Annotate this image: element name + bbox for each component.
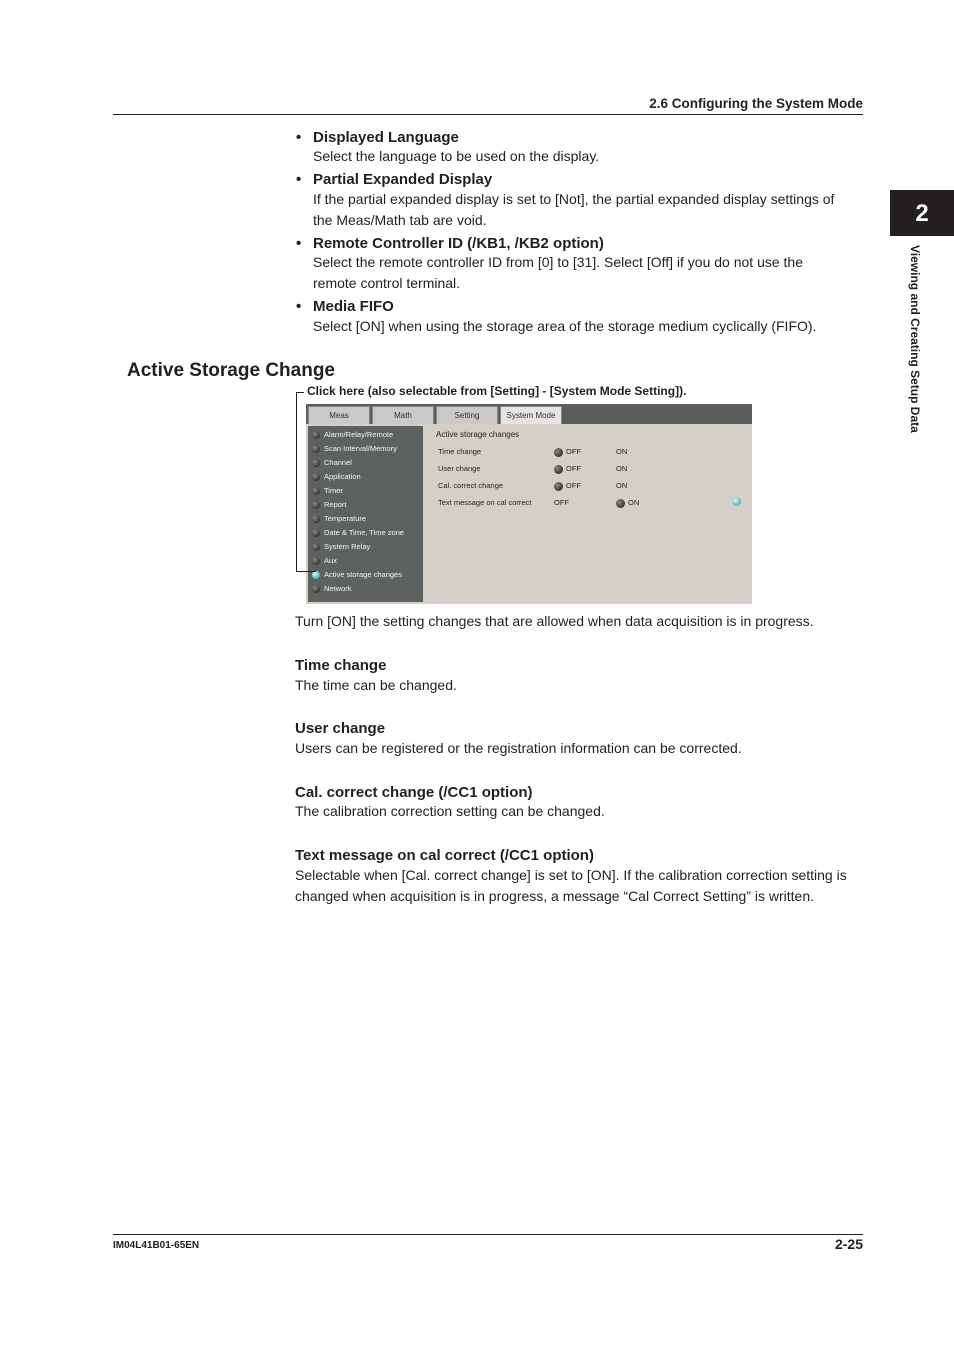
on-radio[interactable]: ON <box>616 463 627 475</box>
off-radio[interactable]: OFF <box>554 497 569 509</box>
on-radio[interactable]: ON <box>616 497 639 509</box>
chapter-tab: 2 <box>890 190 954 236</box>
callout-note: Click here (also selectable from [Setting] - [System Mode Setting]). <box>307 384 687 398</box>
subsection-title: Cal. correct change (/CC1 option) <box>295 784 533 801</box>
system-mode-screenshot <box>306 404 752 604</box>
indicator-icon <box>312 557 320 565</box>
menu-item-alarm-relay-remote[interactable]: Alarm/Relay/Remote <box>312 428 393 442</box>
setting-row: User change OFF ON <box>438 463 738 475</box>
panel-title: Active storage changes <box>436 430 520 439</box>
menu-item-temperature[interactable]: Temperature <box>312 512 366 526</box>
bullet-title: • Media FIFO <box>296 298 394 315</box>
section-title: Active Storage Change <box>127 360 335 381</box>
menu-item-system-relay[interactable]: System Relay <box>312 540 370 554</box>
document-code: IM04L41B01-65EN <box>113 1240 200 1251</box>
menu-item-application[interactable]: Application <box>312 470 361 484</box>
bullet-title: • Partial Expanded Display <box>296 171 493 188</box>
indicator-icon <box>312 571 320 579</box>
tab-bar <box>306 404 752 424</box>
menu-item-active-storage-changes[interactable]: Active storage changes <box>312 568 402 582</box>
menu-item-timer[interactable]: Timer <box>312 484 343 498</box>
footer-rule <box>113 1234 863 1235</box>
header-rule <box>113 114 863 115</box>
subsection-title: Text message on cal correct (/CC1 option) <box>295 847 594 864</box>
subsection-text: The calibration correction setting can be changed. <box>295 803 605 819</box>
indicator-icon <box>312 585 320 593</box>
subsection-text: Selectable when [Cal. correct change] is set to [ON]. If the calibration correction setting is changed when acquisition is in progress, a message “Cal Correct Setting” is written. <box>295 867 847 904</box>
indicator-icon <box>312 473 320 481</box>
off-radio[interactable]: OFF <box>554 463 581 475</box>
on-radio[interactable]: ON <box>616 480 627 492</box>
bullet-desc: Select the language to be used on the display. <box>313 148 600 164</box>
setting-row: Text message on cal correct OFF ON <box>438 497 738 509</box>
running-header: 2.6 Configuring the System Mode <box>649 96 863 111</box>
settings-panel <box>426 426 752 604</box>
on-radio[interactable]: ON <box>616 446 627 458</box>
subsection-title: User change <box>295 720 386 737</box>
indicator-icon <box>312 501 320 509</box>
menu-item-report[interactable]: Report <box>312 498 347 512</box>
subsection-title: Time change <box>295 657 387 674</box>
section-intro: Turn [ON] the setting changes that are allowed when data acquisition is in progress. <box>295 613 814 629</box>
callout-line <box>296 571 316 572</box>
tab-math[interactable]: Math <box>372 406 434 424</box>
setting-row: Cal. correct change OFF ON <box>438 480 738 492</box>
page-number: 2-25 <box>834 1236 863 1252</box>
off-radio[interactable]: OFF <box>554 480 581 492</box>
menu-item-date-time[interactable]: Date & Time, Time zone <box>312 526 404 540</box>
bullet-desc: Select the remote controller ID from [0] to [31]. Select [Off] if you do not use the remote control terminal. <box>313 254 803 291</box>
subsection-text: The time can be changed. <box>295 677 457 693</box>
indicator-icon <box>312 515 320 523</box>
indicator-icon <box>312 459 320 467</box>
callout-line <box>296 392 297 572</box>
bullet-title: • Remote Controller ID (/KB1, /KB2 option) <box>296 235 604 252</box>
tab-meas[interactable]: Meas <box>308 406 370 424</box>
bullet-desc: Select [ON] when using the storage area of the storage medium cyclically (FIFO). <box>313 318 817 334</box>
indicator-icon <box>312 431 320 439</box>
bullet-desc: If the partial expanded display is set to [Not], the partial expanded display settings of the Meas/Math tab are void. <box>313 191 835 228</box>
menu-item-network[interactable]: Network <box>312 582 352 596</box>
indicator-icon <box>312 543 320 551</box>
subsection-text: Users can be registered or the registration information can be corrected. <box>295 740 742 756</box>
indicator-icon <box>312 445 320 453</box>
indicator-icon <box>312 487 320 495</box>
chapter-side-label: Viewing and Creating Setup Data <box>908 245 922 433</box>
setting-menu <box>308 426 423 602</box>
menu-item-channel[interactable]: Channel <box>312 456 352 470</box>
setting-row: Time change OFF ON <box>438 446 738 458</box>
menu-item-scan-interval[interactable]: Scan Interval/Memory <box>312 442 397 456</box>
callout-line <box>296 392 304 393</box>
bullet-title: • Displayed Language <box>296 129 459 146</box>
menu-item-aux[interactable]: Aux <box>312 554 337 568</box>
indicator-icon <box>312 529 320 537</box>
off-radio[interactable]: OFF <box>554 446 581 458</box>
tab-setting[interactable]: Setting <box>436 406 498 424</box>
tab-system-mode[interactable]: System Mode <box>500 406 562 424</box>
